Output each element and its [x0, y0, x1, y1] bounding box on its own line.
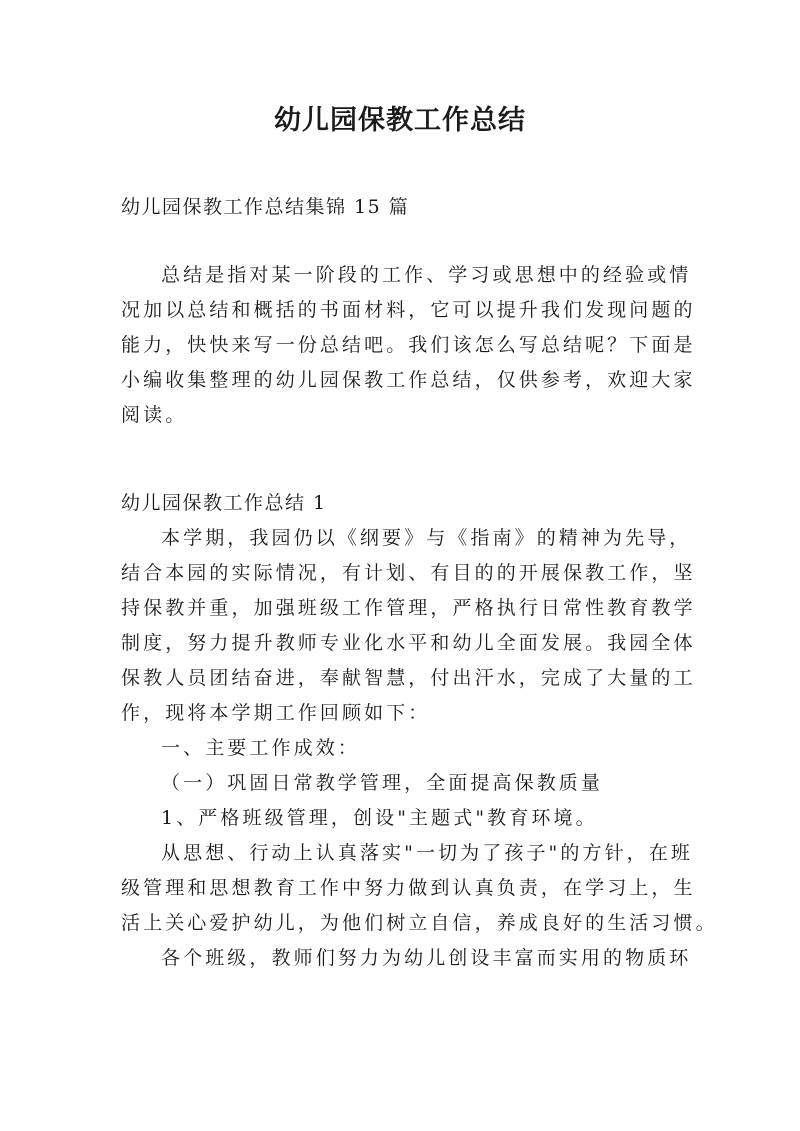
section-line: 持保教并重，加强班级工作管理，严格执行日常性教育教学 — [121, 597, 696, 619]
section-line: 一、主要工作成效： — [161, 737, 360, 759]
section-line: 作，现将本学期工作回顾如下： — [121, 702, 431, 724]
section-line: 结合本园的实际情况，有计划、有目的的开展保教工作，坚 — [121, 562, 696, 584]
intro-line: 况加以总结和概括的书面材料，它可以提升我们发现问题的 — [121, 299, 696, 321]
section-heading: 幼儿园保教工作总结 1 — [121, 492, 327, 514]
section-line: 级管理和思想教育工作中努力做到认真负责，在学习上，生 — [121, 877, 696, 899]
intro-paragraph — [121, 258, 696, 433]
section-1 — [121, 486, 718, 976]
intro-line: 阅读。 — [121, 404, 188, 426]
section-line: 从思想、行动上认真落实"一切为了孩子"的方针，在班 — [161, 842, 693, 864]
section-line: 制度，努力提升教师专业化水平和幼儿全面发展。我园全体 — [121, 632, 696, 654]
section-line: 本学期，我园仍以《纲要》与《指南》的精神为先导， — [161, 527, 692, 549]
section-line: 1、严格班级管理，创设"主题式"教育环境。 — [161, 807, 598, 829]
page-title: 幼儿园保教工作总结 — [274, 105, 526, 136]
intro-line: 小编收集整理的幼儿园保教工作总结，仅供参考，欢迎大家 — [121, 369, 696, 391]
section-line: 保教人员团结奋进，奉献智慧，付出汗水，完成了大量的工 — [121, 667, 696, 689]
section-line: 活上关心爱护幼儿，为他们树立自信，养成良好的生活习惯。 — [121, 912, 718, 934]
document-subtitle: 幼儿园保教工作总结集锦 15 篇 — [121, 196, 410, 218]
intro-line: 总结是指对某一阶段的工作、学习或思想中的经验或情 — [161, 264, 692, 286]
intro-line: 能力，快快来写一份总结吧。我们该怎么写总结呢？下面是 — [121, 334, 696, 356]
section-line: 各个班级，教师们努力为幼儿创设丰富而实用的物质环 — [161, 947, 692, 969]
section-line: （一）巩固日常教学管理，全面提高保教质量 — [161, 772, 604, 794]
